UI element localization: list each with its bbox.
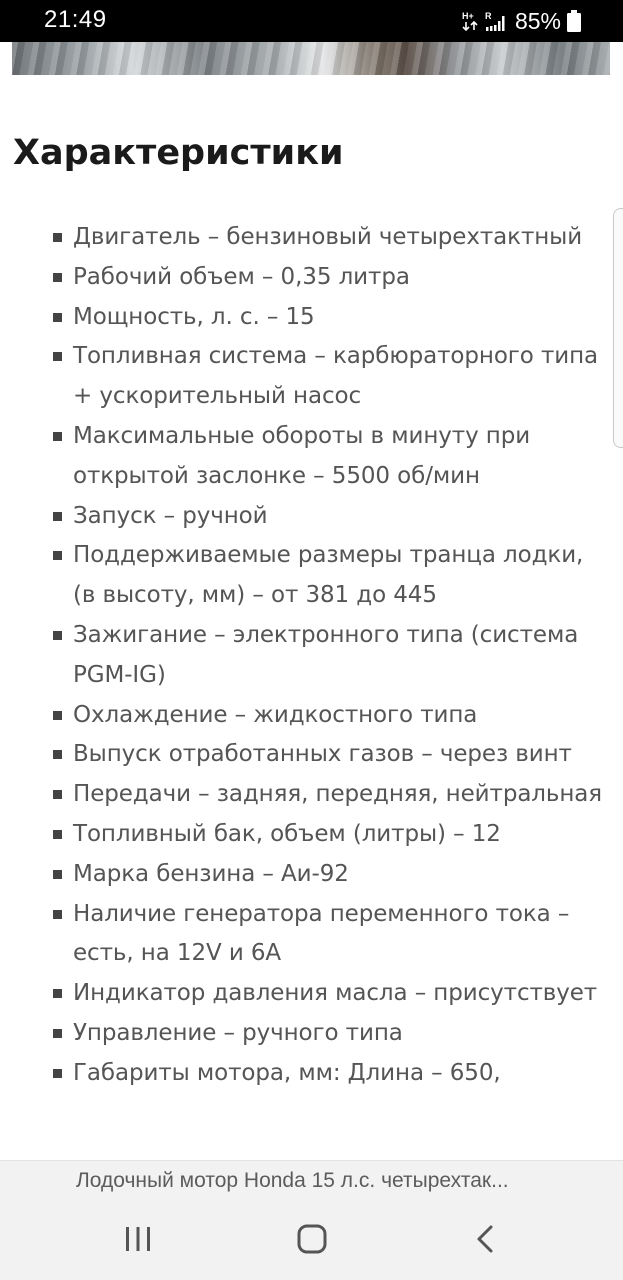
spec-text: Мощность, л. с. – 15 — [73, 303, 315, 330]
bullet-icon — [53, 1029, 62, 1038]
list-item — [0, 974, 615, 1014]
list-item — [0, 775, 615, 815]
recents-button[interactable] — [112, 1216, 164, 1262]
bullet-icon — [53, 1069, 62, 1078]
spec-text: Максимальные обороты в минуту при открытой заслонке – 5500 об/мин — [73, 422, 531, 489]
bullet-icon — [53, 790, 62, 799]
spec-text: Управление – ручного типа — [73, 1019, 403, 1046]
svg-text:H+: H+ — [461, 11, 474, 21]
bullet-icon — [53, 352, 62, 361]
navigation-bar — [0, 1204, 623, 1280]
bullet-icon — [53, 910, 62, 919]
bullet-icon — [53, 551, 62, 560]
spec-text: Передачи – задняя, передняя, нейтральная — [73, 781, 603, 808]
list-item — [0, 497, 615, 537]
svg-text:R: R — [484, 11, 492, 21]
list-item — [0, 815, 615, 855]
status-time: 21:49 — [44, 6, 107, 33]
bullet-icon — [53, 750, 62, 759]
spec-text: Охлаждение – жидкостного типа — [73, 701, 478, 728]
network-hplus-icon — [461, 10, 481, 32]
status-icons — [461, 6, 581, 36]
spec-text: Индикатор давления масла – присутствует — [73, 980, 598, 1007]
bullet-icon — [53, 233, 62, 242]
bullet-icon — [53, 870, 62, 879]
spec-text: Топливный бак, объем (литры) – 12 — [73, 820, 501, 847]
spec-text: Марка бензина – Аи-92 — [73, 860, 349, 887]
bullet-icon — [53, 711, 62, 720]
home-button[interactable] — [286, 1216, 338, 1262]
list-item — [0, 855, 615, 895]
bullet-icon — [53, 989, 62, 998]
list-item — [0, 218, 615, 258]
page-title-bar[interactable] — [0, 1160, 623, 1205]
spec-text: Рабочий объем – 0,35 литра — [73, 263, 410, 290]
status-bar — [0, 0, 623, 42]
battery-icon — [567, 10, 581, 32]
list-item — [0, 735, 615, 775]
spec-text: Двигатель – бензиновый четырехтактный — [73, 224, 583, 250]
bullet-icon — [53, 313, 62, 322]
battery-percent: 85% — [514, 7, 561, 34]
spec-text: Габариты мотора, мм: Длина – 650, — [73, 1059, 501, 1086]
list-item — [0, 616, 615, 696]
edge-panel-handle[interactable] — [613, 208, 623, 448]
spec-text: Топливная система – карбюраторного типа + ускорительный насос — [73, 343, 599, 410]
bullet-icon — [53, 830, 62, 839]
spec-text: Выпуск отработанных газов – через винт — [73, 741, 572, 768]
section-heading: Характеристики — [13, 133, 344, 173]
back-button[interactable] — [460, 1216, 512, 1262]
list-item — [0, 696, 615, 736]
bullet-icon — [53, 273, 62, 282]
spec-text: Зажигание – электронного типа (система PGM-IG) — [73, 621, 579, 688]
list-item — [0, 417, 615, 497]
list-item — [0, 258, 615, 298]
list-item — [0, 536, 615, 616]
specs-list — [0, 218, 615, 1094]
list-item — [0, 1014, 615, 1054]
article-hero-image — [12, 42, 610, 75]
spec-text: Запуск – ручной — [73, 502, 268, 529]
list-item — [0, 337, 615, 417]
signal-roaming-icon — [485, 10, 507, 32]
back-icon — [471, 1224, 501, 1254]
bullet-icon — [53, 631, 62, 640]
spec-text: Наличие генератора переменного тока – есть, на 12V и 6А — [73, 900, 570, 967]
recents-icon — [123, 1224, 153, 1254]
bullet-icon — [53, 432, 62, 441]
bullet-icon — [53, 512, 62, 521]
spec-text: Поддерживаемые размеры транца лодки, (в высоту, мм) – от 381 до 445 — [73, 542, 584, 609]
list-item — [0, 298, 615, 338]
page-title: Лодочный мотор Honda 15 л.с. четырехтак... — [76, 1169, 509, 1192]
list-item — [0, 1054, 615, 1094]
home-icon — [296, 1223, 328, 1255]
list-item — [0, 895, 615, 975]
